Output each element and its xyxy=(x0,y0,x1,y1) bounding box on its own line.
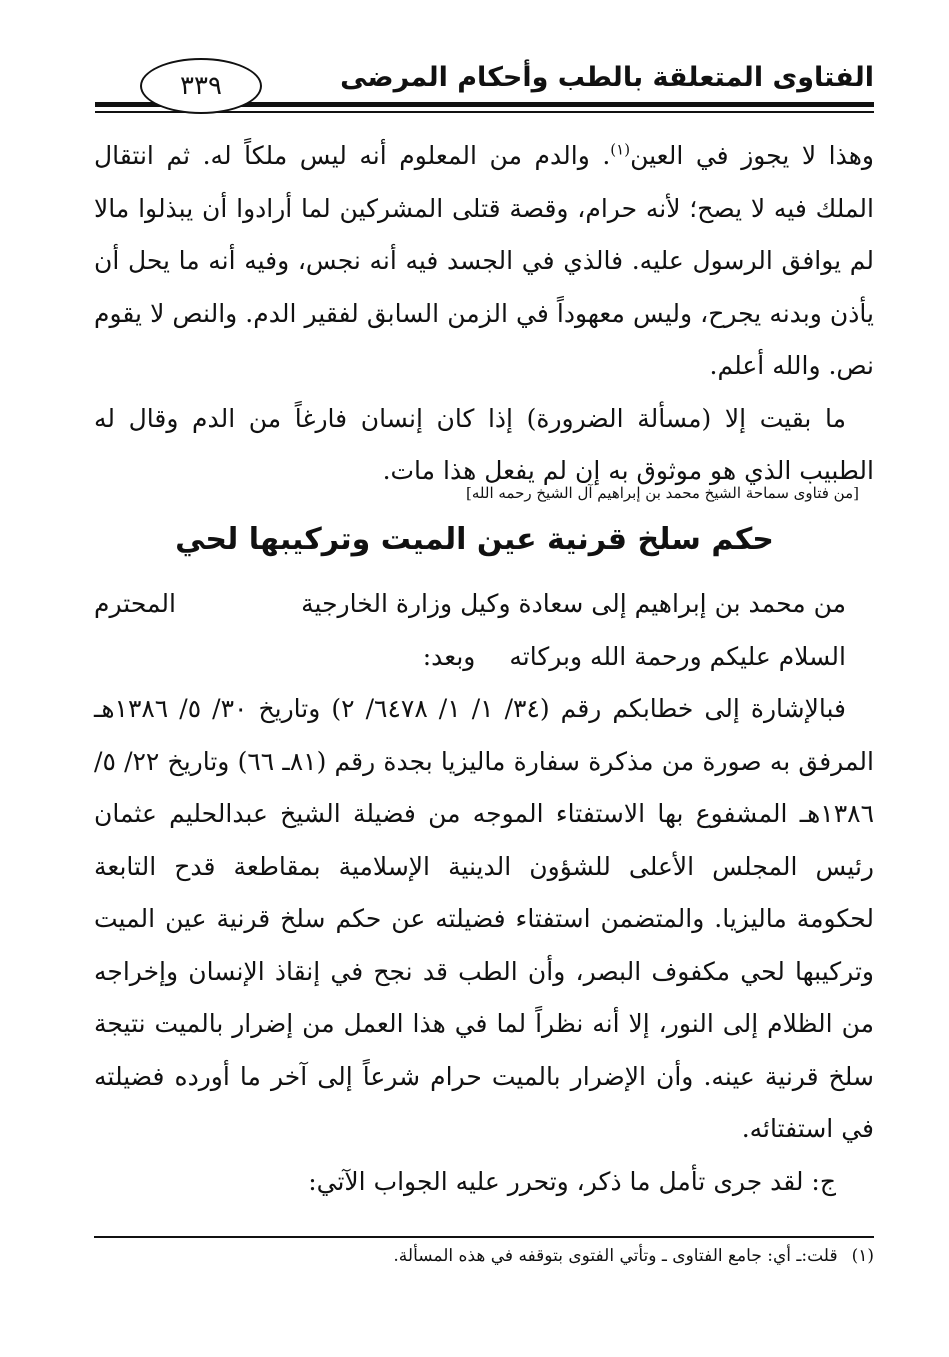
letter-sender: من محمد بن إبراهيم إلى سعادة وكيل وزارة الخارجية xyxy=(301,589,846,618)
letter-text xyxy=(94,578,874,1208)
greeting-text: السلام عليكم ورحمة الله وبركاته xyxy=(509,641,846,671)
footnote-reference: (١) xyxy=(610,140,631,159)
running-header-title: الفتاوى المتعلقة بالطب وأحكام المرضى xyxy=(340,62,874,93)
letter-honorific: المحترم xyxy=(94,589,176,618)
footnote-rule xyxy=(94,1236,874,1238)
body-text xyxy=(94,130,874,498)
letter-body: فبالإشارة إلى خطابكم رقم (٣٤/ ١/ ١/ ٦٤٧٨/ ٢) وتاريخ ٣٠/ ٥/ ١٣٨٦هـ المرفق به صورة من مذكرة سفارة ماليزيا بجدة رقم (٨١ـ ٦٦) وتاريخ ٢٢/ ٥/ ١٣٨٦هـ المشفوع بها الاستفتاء الموجه من فضيلة الشيخ عبدالحليم عثمان رئيس المجلس الأعلى للشؤون الدينية الإسلامية بمقاطعة قدح التابعة لحكومة ماليزيا. والمتضمن استفتاء فضيلته عن حكم سلخ قرنية عين الميت وتركيبها لحي مكفوف البصر، وأن الطب قد نجح في إنقاذ الإنسان وإخراجه من الظلام إلى النور، إلا أنه نظراً لما في هذا العمل من إضرار بالميت نتيجة سلخ قرنية عينه. وأن الإضرار بالميت حرام شرعاً إلى آخر ما أورده فضيلته في استفتائه. xyxy=(94,694,874,1143)
source-citation: [من فتاوى سماحة الشيخ محمد بن إبراهيم آل الشيخ رحمه الله] xyxy=(466,484,859,502)
letter-from-line xyxy=(94,578,874,631)
footnote xyxy=(393,1246,874,1266)
footnote-text: قلت:ـ أي: جامع الفتاوى ـ وتأتي الفتوى بتوقفه في هذه المسألة. xyxy=(393,1246,838,1266)
paragraph-1 xyxy=(94,130,874,393)
letter-greeting xyxy=(94,631,874,684)
paragraph-2: ما بقيت إلا (مسألة الضرورة) إذا كان إنسان فارغاً من الدم وقال له الطبيب الذي هو موثوق به إن لم يفعل هذا مات. xyxy=(94,403,874,485)
paragraph-1-start: وهذا لا يجوز في العين xyxy=(630,141,874,170)
letter-answer: ج: لقد جرى تأمل ما ذكر، وتحرر عليه الجواب الآتي: xyxy=(308,1166,836,1196)
page-number: ٣٣٩ xyxy=(140,58,262,114)
section-heading: حكم سلخ قرنية عين الميت وتركيبها لحي xyxy=(175,522,774,557)
greeting-after: وبعد: xyxy=(422,641,476,671)
paragraph-1-rest: . والدم من المعلوم أنه ليس ملكاً له. ثم انتقال الملك فيه لا يصح؛ لأنه حرام، وقصة قتلى المشركين لما أرادوا أن يبذلوا مالا لم يوافق الرسول عليه. فالذي في الجسد فيه أنه نجس، وفيه أنه ما يحل أن يأذن وبدنه يجرح، وليس معهوداً في الزمن السابق لفقير الدم. والنص لا يقوم نص. والله أعلم. xyxy=(94,141,874,380)
footnote-marker: (١) xyxy=(851,1246,874,1266)
